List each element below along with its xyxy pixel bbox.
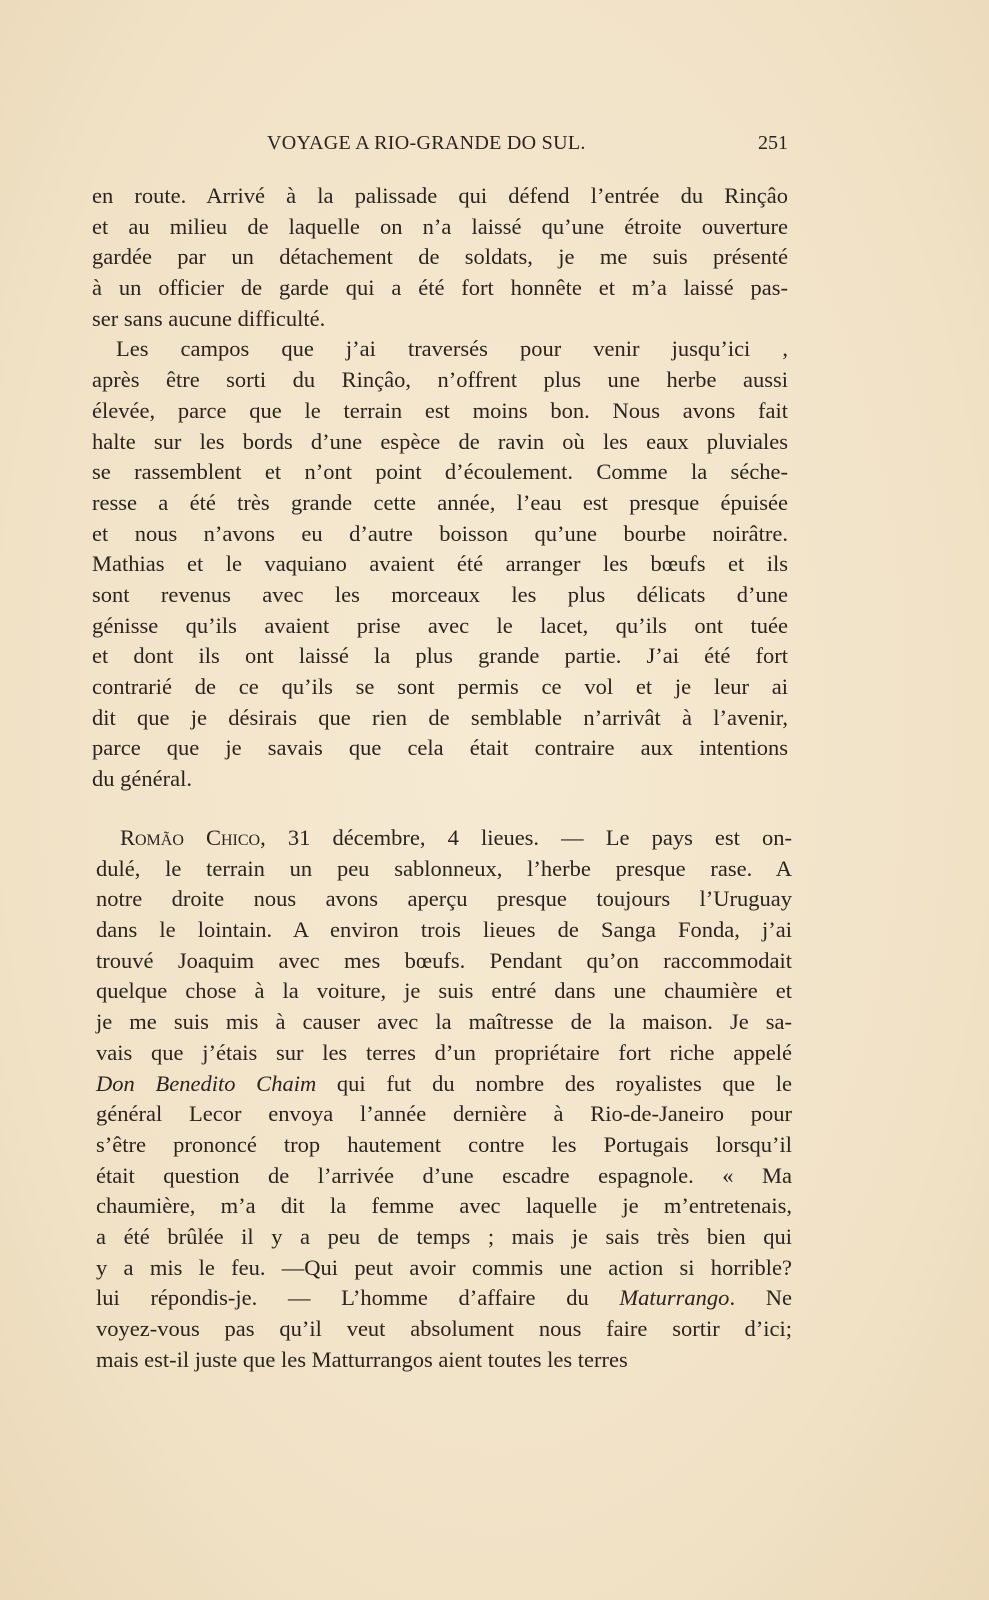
- text-line: [92, 764, 788, 795]
- text-segment: a été brûlée il y a peu de temps ; mais je sais très bien qui: [96, 1223, 792, 1249]
- text-line: [96, 915, 792, 946]
- text-line: [96, 946, 792, 977]
- text-line: [92, 181, 788, 212]
- text-line: [96, 1099, 792, 1130]
- text-line: [96, 1069, 792, 1100]
- text-segment: contrarié de ce qu’ils se sont permis ce vol et je leur ai: [92, 674, 788, 699]
- text-segment: sont revenus avec les morceaux les plus délicats d’une: [92, 581, 788, 607]
- place-name: Romão Chico: [120, 825, 261, 850]
- text-segment: voyez-vous pas qu’il veut absolument nous faire sortir d’ici;: [96, 1316, 792, 1341]
- text-line: [92, 334, 788, 365]
- text-segment: dit que je désirais que rien de semblable n’arrivât à l’avenir,: [92, 704, 788, 730]
- text-line: [92, 703, 788, 734]
- text-block-2: [96, 823, 792, 1375]
- text-segment: et au milieu de laquelle on n’a laissé qu’une étroite ouverture: [92, 213, 788, 239]
- text-line: [92, 611, 788, 642]
- text-line: [96, 1222, 792, 1253]
- text-line: [92, 733, 788, 764]
- running-title: VOYAGE A RIO-GRANDE DO SUL.: [267, 132, 586, 154]
- italic-text: Don Benedito Chaim: [96, 1070, 317, 1096]
- text-line: [92, 488, 788, 519]
- text-segment: génisse qu’ils avaient prise avec le lacet, qu’ils ont tuée: [92, 612, 788, 638]
- text-block-1: [92, 181, 788, 795]
- text-segment: élevée, parce que le terrain est moins bon. Nous avons fait: [92, 397, 788, 423]
- text-segment: notre droite nous avons aperçu presque toujours l’Uruguay: [96, 886, 792, 912]
- text-segment: s’être prononcé trop hautement contre les Portugais lorsqu’il: [96, 1131, 792, 1157]
- text-segment: après être sorti du Rinçâo, n’offrent plus une herbe aussi: [92, 367, 788, 393]
- paragraph: [92, 334, 788, 794]
- italic-text: Maturrango: [619, 1285, 730, 1311]
- text-segment: et nous n’avons eu d’autre boisson qu’une bourbe noirâtre.: [92, 520, 788, 546]
- text-line: [96, 1191, 792, 1222]
- text-segment: parce que je savais que cela était contraire aux intentions: [92, 735, 788, 761]
- text-line: [92, 580, 788, 611]
- text-line: [96, 976, 792, 1007]
- text-line: [92, 273, 788, 304]
- text-segment: chaumière, m’a dit la femme avec laquelle je m’entretenais,: [96, 1193, 792, 1219]
- text-line: [92, 641, 788, 672]
- text-line: [96, 854, 792, 885]
- text-segment: vais que j’étais sur les terres d’un propriétaire fort riche appelé: [96, 1039, 792, 1065]
- text-segment: . Ne: [729, 1285, 792, 1311]
- text-segment: général Lecor envoya l’année dernière à Rio-de-Janeiro pour: [96, 1101, 792, 1127]
- text-line: [96, 1283, 792, 1314]
- text-segment: , 31 décembre, 4 lieues. — Le pays est on-: [260, 825, 793, 850]
- text-line: [92, 304, 788, 335]
- text-line: [96, 1345, 792, 1376]
- paragraph: [92, 181, 788, 334]
- text-line: [96, 1130, 792, 1161]
- page-number: 251: [758, 132, 788, 154]
- text-segment: Mathias et le vaquiano avaient été arranger les bœufs et ils: [92, 551, 788, 577]
- text-segment: quelque chose à la voiture, je suis entré dans une chaumière et: [96, 978, 792, 1004]
- text-segment: et dont ils ont laissé la plus grande partie. J’ai été fort: [92, 643, 788, 669]
- text-segment: se rassemblent et n’ont point d’écoulement. Comme la séche-: [92, 459, 788, 485]
- text-line: [92, 212, 788, 243]
- text-segment: qui fut du nombre des royalistes que le: [316, 1070, 792, 1096]
- text-line: [96, 884, 792, 915]
- text-segment: lui répondis-je. — L’homme d’affaire du: [96, 1285, 620, 1311]
- text-segment: mais est-il juste que les Matturrangos aient toutes les terres: [96, 1346, 628, 1372]
- text-line: [92, 427, 788, 458]
- text-segment: resse a été très grande cette année, l’eau est presque épuisée: [92, 489, 788, 515]
- text-line: [96, 1007, 792, 1038]
- page-header: [92, 132, 788, 160]
- text-line: [92, 457, 788, 488]
- text-line: [96, 1314, 792, 1345]
- text-line: [92, 396, 788, 427]
- text-line: [92, 242, 788, 273]
- text-segment: dans le lointain. A environ trois lieues de Sanga Fonda, j’ai: [96, 917, 792, 943]
- text-segment: en route. Arrivé à la palissade qui défend l’entrée du Rinçâo: [92, 183, 788, 208]
- paragraph: [96, 823, 792, 1375]
- text-line: [96, 1038, 792, 1069]
- text-segment: je me suis mis à causer avec la maîtresse de la maison. Je sa-: [96, 1009, 792, 1035]
- text-segment: y a mis le feu. —Qui peut avoir commis une action si horrible?: [96, 1254, 792, 1280]
- text-segment: dulé, le terrain un peu sablonneux, l’herbe presque rase. A: [96, 855, 792, 881]
- text-line: [92, 519, 788, 550]
- text-line: [92, 672, 788, 703]
- text-segment: halte sur les bords d’une espèce de ravin où les eaux pluviales: [92, 428, 788, 454]
- text-segment: trouvé Joaquim avec mes bœufs. Pendant qu’on raccommodait: [96, 947, 792, 973]
- text-segment: gardée par un détachement de soldats, je me suis présenté: [92, 244, 788, 270]
- text-segment: à un officier de garde qui a été fort honnête et m’a laissé pas-: [92, 275, 788, 301]
- text-segment: Les campos que j’ai traversés pour venir jusqu’ici ,: [116, 336, 788, 362]
- text-line: [96, 823, 792, 854]
- text-line: [92, 365, 788, 396]
- text-segment: était question de l’arrivée d’une escadre espagnole. « Ma: [96, 1162, 792, 1188]
- text-line: [96, 1253, 792, 1284]
- text-line: [96, 1161, 792, 1192]
- text-segment: du général.: [92, 766, 192, 792]
- text-line: [92, 549, 788, 580]
- text-segment: ser sans aucune difficulté.: [92, 305, 326, 331]
